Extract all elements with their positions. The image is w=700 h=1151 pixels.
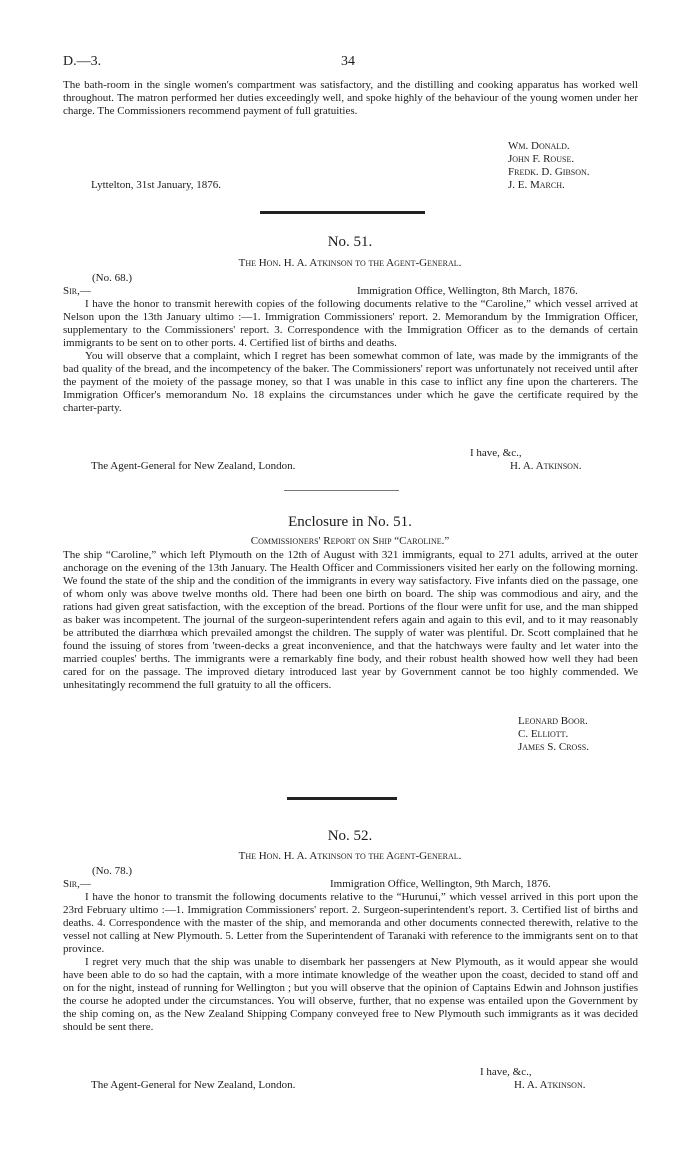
no51-salutation: Sir,—	[63, 285, 91, 297]
no52-closing: I have, &c.,	[480, 1066, 532, 1078]
no52-para-1: I have the honor to transmit the following documents relative to the “Hurunui,” which vessel arrived in this port upon the 23rd February ultimo :—1. Immigration Commissioners' report. 2. Surgeon-superintendent's report. 3. Certified list of births and deaths. 4. Correspondence with the master of the ship, and memoranda and other documents connected therewith, relative to the vessel not calling at New Plymouth. 5. Letter from the Superintendent of Taranaki with reference to the immigrants sent on to that province.	[63, 891, 638, 955]
no51-addressee: The Agent-General for New Zealand, London.	[91, 460, 296, 472]
enclosure-signatory-2: C. Elliott.	[518, 728, 569, 740]
no52-para-2: I regret very much that the ship was unable to disembark her passengers at New Plymouth, as it would appear she would have been able to do so had the captain, with a more intimate knowledge of the weather upon the coast, decided to stand off and on for the night, instead of running for Wellington ; but you will observe that the opinion of Captains Edwin and Johnson justifies the course he adopted under the circumstances. You will observe, further, that no expense was entailed upon the Government by the ship coming on, as the New Zealand Shipping Company conveyed free to New Plymouth such immigrants as it was decided should be sent there.	[63, 956, 638, 1033]
no52-body	[63, 891, 638, 1034]
prev-signatory-3: Fredk. D. Gibson.	[508, 166, 590, 178]
page-number: 34	[341, 54, 355, 69]
prev-signatory-4: J. E. March.	[508, 179, 565, 191]
no51-ref: (No. 68.)	[92, 272, 133, 284]
no51-subtitle: The Hon. H. A. Atkinson to the Agent-General.	[238, 257, 462, 269]
no52-signature: H. A. Atkinson.	[514, 1079, 586, 1091]
enclosure-report: The ship “Caroline,” which left Plymouth on the 12th of August with 321 immigrants, equal to 271 adults, arrived at the outer anchorage on the evening of the 13th January. The Health Officer and Commissioners visited her early on the following morning. We found the state of the ship and the condition of the immigrants in every way satisfactory. Five infants died on the passage, one of whom only was above twelve months old. There had been one birth on board. The ship was commodious and airy, and the rations had given great satisfaction, with the exception of the bread. Portions of the flour were unfit for use, and the man shipped as baker was incompetent. The journal of the surgeon-superintendent refers again and again to this evil, and to it may reasonably be attributed the diarrhœa which prevailed amongst the children. The supply of water was plentiful. Dr. Scott complained that he found the issuing of stores from 'tween-decks a great inconvenience, and that the hatchways were faulty and let water into the married couples' berths. The immigrants were a remarkably fine body, and their robust health showed how well they had been cared for on the passage. The improved dietary introduced last year by Government cannot be too highly commended. We unhesitatingly recommend the full gratuity to all the officers.	[63, 549, 638, 691]
prev-signatory-2: John F. Rouse.	[508, 153, 575, 165]
no51-para-2: You will observe that a complaint, which I regret has been somewhat common of late, was made by the immigrants of the bad quality of the bread, and the incompetency of the baker. The Commissioners' report was unfortunately not received until after the payment of the moiety of the passage money, so that I was unable in this case to inflict any fine upon the charterers. The Immigration Officer's memorandum No. 18 explains the circumstances under which he gave the certificate required by the charter-party.	[63, 350, 638, 414]
prev-signatory-1: Wm. Donald.	[508, 140, 570, 152]
enclosure-title: Enclosure in No. 51.	[288, 514, 412, 530]
enclosure-signatory-1: Leonard Boor.	[518, 715, 588, 727]
section-divider	[260, 211, 425, 214]
no51-dateline: Immigration Office, Wellington, 8th March, 1876.	[357, 285, 578, 297]
no52-dateline: Immigration Office, Wellington, 9th March, 1876.	[330, 878, 551, 890]
no51-signature: H. A. Atkinson.	[510, 460, 582, 472]
no52-subtitle: The Hon. H. A. Atkinson to the Agent-General.	[238, 850, 462, 862]
no51-title: No. 51.	[327, 234, 373, 250]
no52-addressee: The Agent-General for New Zealand, London.	[91, 1079, 296, 1091]
section-divider-2	[287, 797, 397, 800]
prev-place-date: Lyttelton, 31st January, 1876.	[91, 179, 222, 191]
enclosure-subtitle: Commissioners' Report on Ship “Caroline.”	[250, 535, 450, 547]
no52-title: No. 52.	[327, 828, 373, 844]
section-code: D.—3.	[63, 54, 102, 69]
prev-report-paragraph: The bath-room in the single women's compartment was satisfactory, and the distilling and cooking apparatus has worked well throughout. The matron performed her duties exceedingly well, and spoke highly of the behaviour of the young women under her charge. The Commissioners recommend payment of full gratuities.	[63, 79, 638, 117]
enclosure-signatory-3: James S. Cross.	[518, 741, 589, 753]
no51-para-1: I have the honor to transmit herewith copies of the following documents relative to the “Caroline,” which vessel arrived at Nelson upon the 13th January ultimo :—1. Immigration Commissioners' report. 2. Memorandum by the Immigration Officer, supplementary to the Commissioners' report. 3. Correspondence with the Immigration Officer as to the demands of certain immigrants to be sent on to other ports. 4. Certified list of births and deaths.	[63, 298, 638, 349]
no51-closing: I have, &c.,	[470, 447, 522, 459]
enclosure-divider	[284, 490, 399, 491]
no51-body	[63, 298, 638, 415]
no52-salutation: Sir,—	[63, 878, 91, 890]
no52-ref: (No. 78.)	[92, 865, 133, 877]
